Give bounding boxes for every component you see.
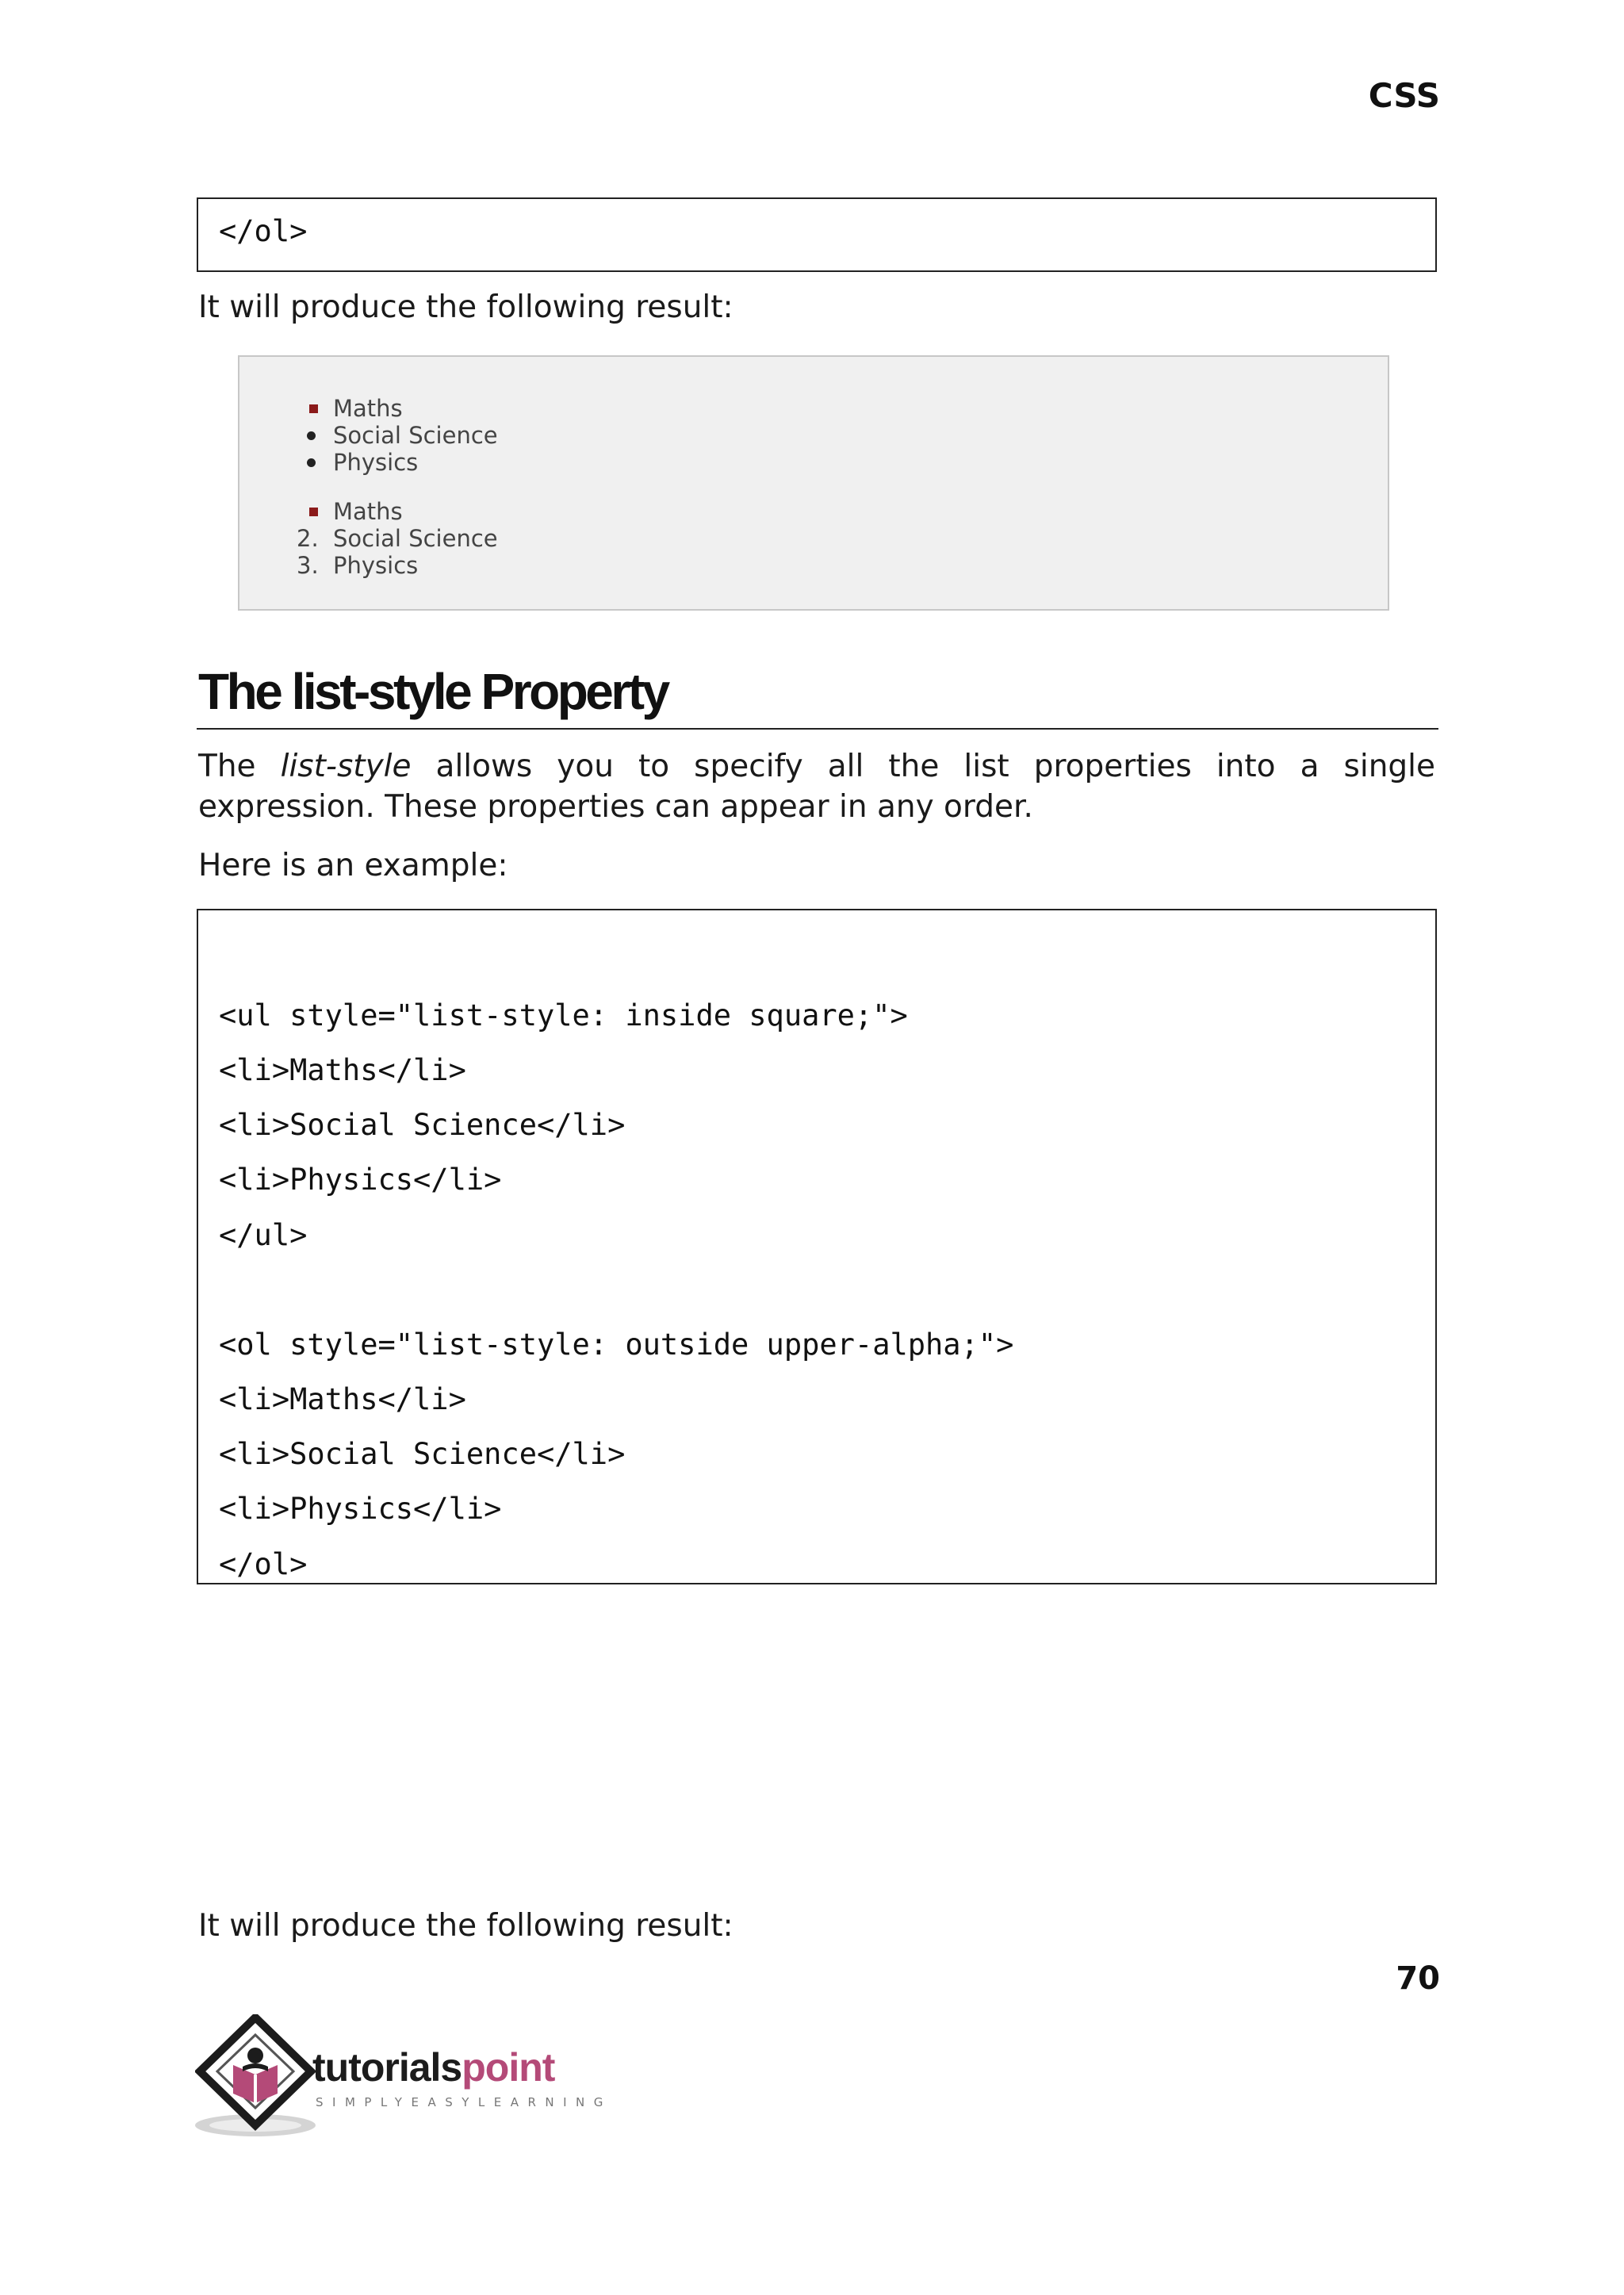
disc-bullet-icon xyxy=(307,458,316,467)
code-line: <li>Physics</li> xyxy=(219,1163,502,1197)
logo-emblem-icon xyxy=(195,2014,322,2141)
result-intro-text: It will produce the following result: xyxy=(198,289,733,325)
property-name: list-style xyxy=(280,749,412,784)
section-paragraph: The list-style allows you to specify all the list properties into a single expression. These properties can appear in any order. xyxy=(198,749,1436,825)
code-line: <ul style="list-style: inside square;"> xyxy=(219,998,908,1033)
code-line: <li>Social Science</li> xyxy=(219,1437,626,1471)
page-number: 70 xyxy=(1396,1960,1440,1997)
code-line: </ol> xyxy=(219,1547,308,1581)
code-line: <li>Physics</li> xyxy=(219,1492,502,1526)
tutorialspoint-logo[interactable] xyxy=(195,2014,612,2141)
logo-wordmark: tutorialspoint xyxy=(312,2045,555,2090)
heading-underline xyxy=(197,728,1438,730)
result-outro-text: It will produce the following result: xyxy=(198,1908,733,1944)
list-number: 3. xyxy=(297,552,319,579)
disc-bullet-icon xyxy=(307,431,316,440)
code-line: </ul> xyxy=(219,1218,308,1252)
running-header: CSS xyxy=(1368,76,1440,115)
logo-tagline: SIMPLYEASYLEARNING xyxy=(316,2095,612,2109)
code-line: </ol> xyxy=(219,214,308,248)
square-bullet-icon xyxy=(309,404,318,413)
code-block-example xyxy=(197,909,1437,1584)
code-block-top xyxy=(197,197,1437,272)
section-heading: The list-style Property xyxy=(198,663,668,720)
example-intro-text: Here is an example: xyxy=(198,848,508,883)
code-line: <ol style="list-style: outside upper-alpha;"> xyxy=(219,1328,1014,1362)
code-line: <li>Maths</li> xyxy=(219,1053,466,1087)
result-preview-panel: Maths Social Science Physics Maths 2. Social Science 3. Physics xyxy=(238,355,1389,611)
square-bullet-icon xyxy=(309,508,318,516)
code-line: <li>Maths</li> xyxy=(219,1382,466,1416)
code-line: <li>Social Science</li> xyxy=(219,1108,626,1142)
list-number: 2. xyxy=(297,525,319,552)
